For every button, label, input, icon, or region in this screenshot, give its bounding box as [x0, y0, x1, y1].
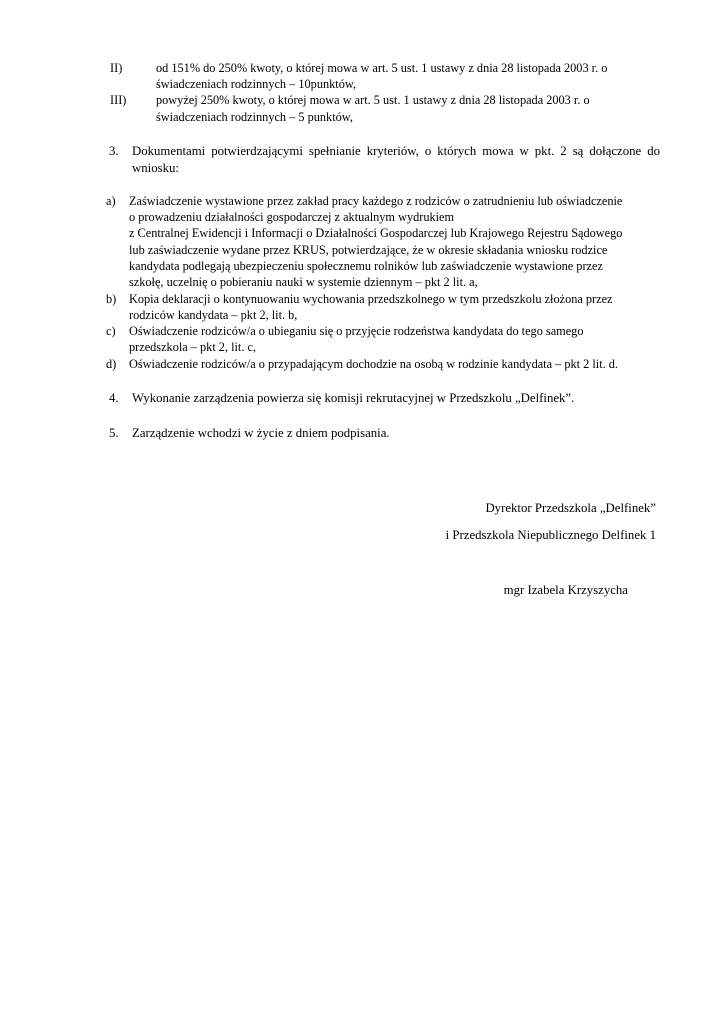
- list-text: [156, 92, 660, 124]
- list-text-line: kandydata podlegają ubezpieczeniu społecznemu rolników lub zaświadczenie wystawione przez: [129, 259, 603, 273]
- signature-block: [104, 500, 660, 599]
- list-text: [129, 323, 660, 356]
- list-text-line: świadczeniach rodzinnych – 5 punktów,: [156, 109, 353, 124]
- list-marker: a): [106, 193, 116, 208]
- list-marker: c): [106, 324, 116, 339]
- list-marker: b): [106, 291, 117, 306]
- list-text: [156, 60, 660, 92]
- list-text: [129, 193, 660, 291]
- list-text-line: od 151% do 250% kwoty, o której mowa w art. 5 ust. 1 ustawy z dnia 28 listopada 2003 r. o: [156, 61, 608, 75]
- list-item: [104, 356, 660, 372]
- numbered-paragraph-5: [104, 425, 660, 442]
- paragraph-line: wniosku:: [132, 160, 179, 175]
- list-text-line: przedszkola – pkt 2, lit. c,: [129, 340, 257, 355]
- paragraph-text: [132, 143, 660, 177]
- list-text-line: Oświadczenie rodziców/a o ubieganiu się o przyjęcie rodzeństwa kandydata do tego samego: [129, 324, 584, 339]
- paragraph-marker: 5.: [109, 426, 119, 441]
- signature-title-line-1: Dyrektor Przedszkola „Delfinek”: [485, 501, 656, 516]
- list-text-line: Zaświadczenie wystawione przez zakład pracy każdego z rodziców o zatrudnieniu lub oświadczenie: [129, 193, 623, 208]
- list-marker: III): [110, 93, 127, 108]
- lettered-list: [104, 193, 660, 372]
- list-text-line: Oświadczenie rodziców/a o przypadającym dochodzie na osobą w rodzinie kandydata – pkt 2 lit. d.: [129, 356, 618, 371]
- list-item: [104, 323, 660, 356]
- list-text: [129, 356, 660, 372]
- paragraph-text: Wykonanie zarządzenia powierza się komisji rekrutacyjnej w Przedszkolu „Delfinek”.: [132, 391, 575, 406]
- roman-numeral-list: [104, 60, 660, 125]
- list-text-line: powyżej 250% kwoty, o której mowa w art. 5 ust. 1 ustawy z dnia 28 listopada 2003 r. o: [156, 93, 590, 108]
- list-item: [104, 291, 660, 324]
- paragraph-text: Zarządzenie wchodzi w życie z dniem podpisania.: [132, 426, 390, 441]
- paragraph-marker: 4.: [109, 391, 119, 406]
- list-text-line: szkołę, uczelnię o pobieraniu nauki w systemie dziennym – pkt 2 lit. a,: [129, 275, 478, 290]
- list-text-line: świadczeniach rodzinnych – 10punktów,: [156, 77, 356, 92]
- list-text-line: lub zaświadczenie wydane przez KRUS, potwierdzające, że w okresie składania wniosku rodzice: [129, 242, 608, 257]
- signature-title-line-2: i Przedszkola Niepublicznego Delfinek 1: [445, 528, 656, 543]
- list-item: [104, 193, 660, 291]
- signature-name: mgr Izabela Krzyszycha: [503, 583, 628, 598]
- list-text: [129, 291, 660, 324]
- paragraph-marker: 3.: [109, 143, 119, 158]
- document-body: [104, 60, 660, 599]
- numbered-paragraph-3: [104, 143, 660, 177]
- list-text-line: o prowadzeniu działalności gospodarczej z aktualnym wydrukiem: [129, 210, 455, 225]
- list-marker: II): [110, 61, 123, 75]
- list-text-line: z Centralnej Ewidencji i Informacji o Działalności Gospodarczej lub Krajowego Rejestru Sądowego: [129, 226, 623, 241]
- numbered-paragraph-4: [104, 390, 660, 407]
- paragraph-line: Dokumentami potwierdzającymi spełnianie kryteriów, o których mowa w pkt. 2 są dołączone do: [132, 143, 660, 158]
- list-marker: d): [106, 356, 117, 371]
- list-text-line: Kopia deklaracji o kontynuowaniu wychowania przedszkolnego w tym przedszkolu złożona przez: [129, 291, 613, 306]
- list-item: [104, 60, 660, 92]
- list-item: [104, 92, 660, 124]
- list-text-line: rodziców kandydata – pkt 2, lit. b,: [129, 307, 298, 322]
